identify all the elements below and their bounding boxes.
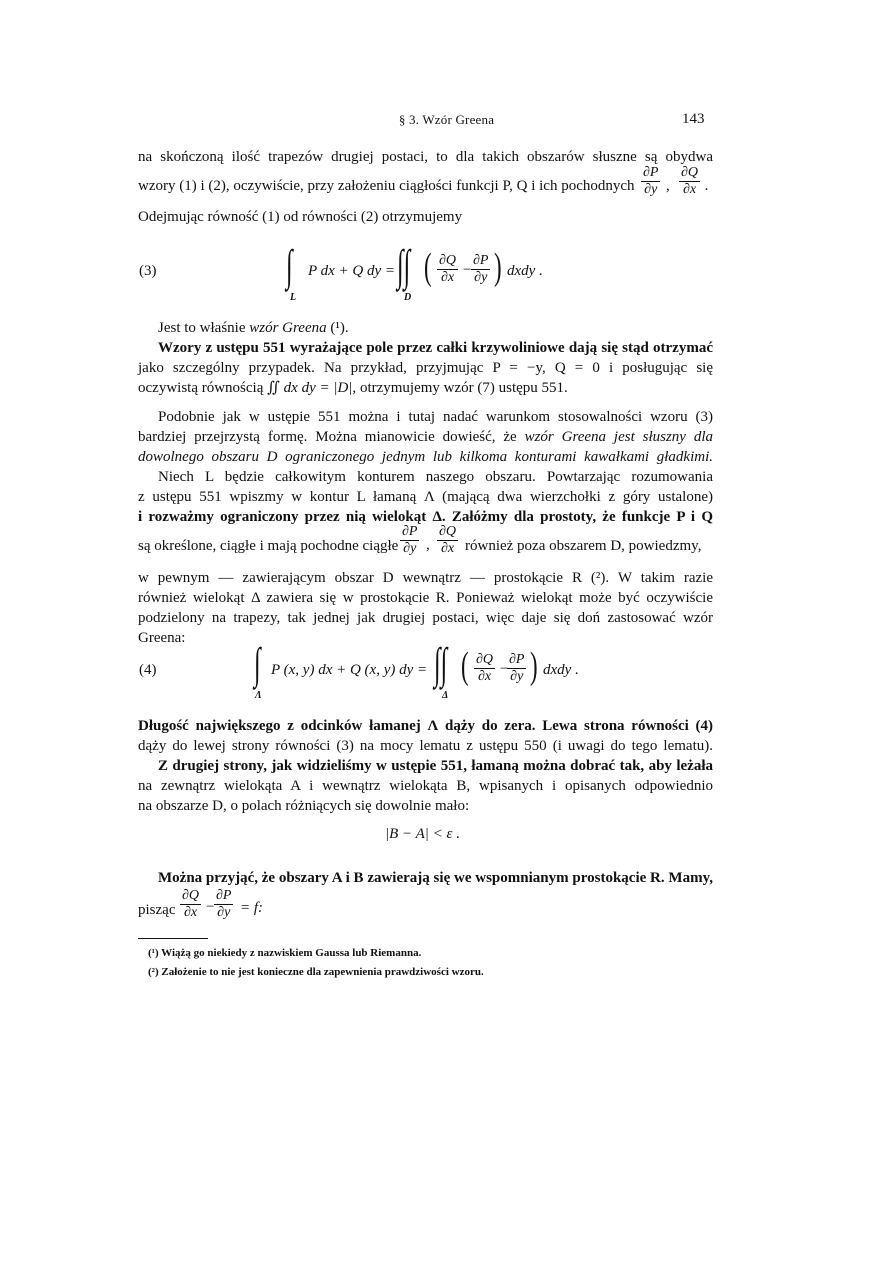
text-line: również wielokąt Δ zawiera się w prostokącie R. Ponieważ wielokąt może być oczywiście bbox=[138, 590, 713, 606]
denominator: ∂x bbox=[682, 182, 697, 197]
double-integral-sign: ∫∫ bbox=[397, 241, 411, 290]
f-definition: = f: bbox=[240, 900, 264, 916]
denominator: ∂x bbox=[477, 669, 492, 684]
numerator: ∂Q bbox=[439, 524, 457, 539]
fraction-dP-dy bbox=[400, 524, 419, 557]
equation-label: (3) bbox=[139, 263, 157, 279]
fraction-dP-dy bbox=[641, 165, 660, 198]
denominator: ∂y bbox=[474, 270, 488, 285]
fraction-dP-dy bbox=[471, 253, 490, 286]
page-number: 143 bbox=[682, 111, 705, 127]
running-header: § 3. Wzór Greena bbox=[398, 112, 495, 127]
equation-lhs: P dx + Q dy = bbox=[308, 263, 396, 279]
minus: − bbox=[205, 899, 216, 915]
footnote: (¹) Wiążą go niekiedy z nazwiskiem Gaussa lub Riemanna. bbox=[148, 947, 422, 959]
text-line: Odejmując równość (1) od równości (2) otrzymujemy bbox=[138, 209, 463, 225]
text-line: na zewnątrz wielokąta A i wewnątrz wielokąta B, wpisanych i opisanych odpowiednio bbox=[138, 778, 713, 794]
denominator: ∂y bbox=[644, 182, 658, 197]
text-line: Wzory z ustępu 551 wyrażające pole przez całki krzywoliniowe dają się stąd otrzymać bbox=[158, 340, 713, 356]
text-line: Greena: bbox=[138, 630, 186, 646]
text-line: dowolnego obszaru D ograniczonego jednym lub kilkoma konturami kawałkami gładkimi. bbox=[138, 449, 713, 465]
text-line: na skończoną ilość trapezów drugiej postaci, to dla takich obszarów słuszne są obydwa bbox=[138, 149, 713, 165]
equation-rhs: dxdy . bbox=[543, 662, 579, 678]
text-line: i rozważmy ograniczony przez nią wielokąt Δ. Załóżmy dla prostoty, że funkcje P i Q bbox=[138, 509, 713, 525]
text-line: Można przyjąć, że obszary A i B zawierają się we wspomnianym prostokącie R. Mamy, bbox=[158, 870, 713, 886]
right-paren: ) bbox=[494, 246, 502, 288]
text-line: są określone, ciągłe i mają pochodne ciągłe bbox=[138, 538, 399, 554]
text-line: w pewnym — zawierającym obszar D wewnątrz — prostokącie R (²). W takim razie bbox=[138, 570, 713, 586]
footnote: (²) Założenie to nie jest konieczne dla zapewnienia prawdziwości wzoru. bbox=[148, 966, 484, 978]
left-paren: ( bbox=[461, 645, 469, 687]
fraction-dQ-dx bbox=[437, 253, 458, 286]
denominator: ∂y bbox=[403, 541, 417, 556]
numerator: ∂P bbox=[643, 165, 659, 180]
numerator: ∂Q bbox=[439, 253, 457, 268]
text-line: Jest to właśnie wzór Greena (¹). bbox=[158, 320, 349, 336]
text-line: Z drugiej strony, jak widzieliśmy w ustępie 551, łamaną można dobrać tak, aby leżała bbox=[158, 758, 713, 774]
comma: , bbox=[426, 537, 430, 553]
integral-subscript: Δ bbox=[442, 690, 449, 701]
text-line: również poza obszarem D, powiedzmy, bbox=[465, 538, 702, 554]
equation-label: (4) bbox=[139, 662, 157, 678]
text-line: dąży do lewej strony równości (3) na mocy lematu z ustępu 550 (i uwagi do tego lematu). bbox=[138, 738, 713, 754]
minus: − bbox=[499, 661, 510, 677]
footnote-separator bbox=[138, 938, 208, 939]
fraction-dQ-dx bbox=[437, 524, 458, 557]
text-line: Niech L będzie całkowitym konturem naszego obszaru. Powtarzając rozumowania bbox=[158, 469, 713, 485]
double-integral-sign: ∫∫ bbox=[434, 639, 448, 688]
line-integral-sign: ∫ bbox=[286, 241, 293, 290]
denominator: ∂x bbox=[440, 270, 455, 285]
inequality: |B − A| < ε . bbox=[385, 826, 460, 842]
minus: − bbox=[462, 262, 473, 278]
text-line: wzory (1) i (2), oczywiście, przy założeniu ciągłości funkcji P, Q i ich pochodnych bbox=[138, 178, 635, 194]
numerator: ∂Q bbox=[182, 888, 200, 903]
text-line: podzielony na trapezy, tak jednej jak drugiej postaci, więc daje się doń zastosować wzór bbox=[138, 610, 713, 626]
equation-rhs: dxdy . bbox=[507, 263, 543, 279]
text-line: na obszarze D, o polach różniących się dowolnie mało: bbox=[138, 798, 470, 814]
text-line: oczywistą równością ∬ dx dy = |D|, otrzymujemy wzór (7) ustępu 551. bbox=[138, 380, 568, 396]
text-line: jako szczególny przypadek. Na przykład, przyjmując P = −y, Q = 0 i posługując się bbox=[138, 360, 713, 376]
fraction-dQ-dx bbox=[474, 652, 495, 685]
left-paren: ( bbox=[424, 246, 432, 288]
numerator: ∂P bbox=[473, 253, 489, 268]
denominator: ∂x bbox=[183, 905, 198, 920]
numerator: ∂P bbox=[216, 888, 232, 903]
text-line: z ustępu 551 wpiszmy w kontur L łamaną Λ (mającą dwa wierzchołki z góry ustalone) bbox=[138, 489, 713, 505]
integral-subscript: L bbox=[290, 292, 297, 303]
text-line: Długość największego z odcinków łamanej Λ dąży do zera. Lewa strona równości (4) bbox=[138, 718, 713, 734]
comma: , bbox=[666, 178, 670, 194]
numerator: ∂P bbox=[402, 524, 418, 539]
denominator: ∂x bbox=[440, 541, 455, 556]
equation-lhs: P (x, y) dx + Q (x, y) dy = bbox=[271, 662, 428, 678]
denominator: ∂y bbox=[217, 905, 231, 920]
fraction-dP-dy bbox=[507, 652, 526, 685]
text-line: pisząc bbox=[138, 902, 176, 918]
line-integral-sign: ∫ bbox=[254, 639, 261, 688]
fraction-dQ-dx bbox=[679, 165, 700, 198]
period: . bbox=[705, 178, 709, 194]
integral-subscript: D bbox=[404, 292, 412, 303]
text-line: bardziej przejrzystą formę. Można mianowicie dowieść, że wzór Greena jest słuszny dla bbox=[138, 429, 713, 445]
fraction-dP-dy bbox=[214, 888, 233, 921]
denominator: ∂y bbox=[510, 669, 524, 684]
integral-subscript: Λ bbox=[255, 690, 262, 701]
numerator: ∂Q bbox=[476, 652, 494, 667]
numerator: ∂Q bbox=[681, 165, 699, 180]
fraction-dQ-dx bbox=[180, 888, 201, 921]
numerator: ∂P bbox=[509, 652, 525, 667]
text-line: Podobnie jak w ustępie 551 można i tutaj nadać warunkom stosowalności wzoru (3) bbox=[158, 409, 713, 425]
right-paren: ) bbox=[530, 645, 538, 687]
